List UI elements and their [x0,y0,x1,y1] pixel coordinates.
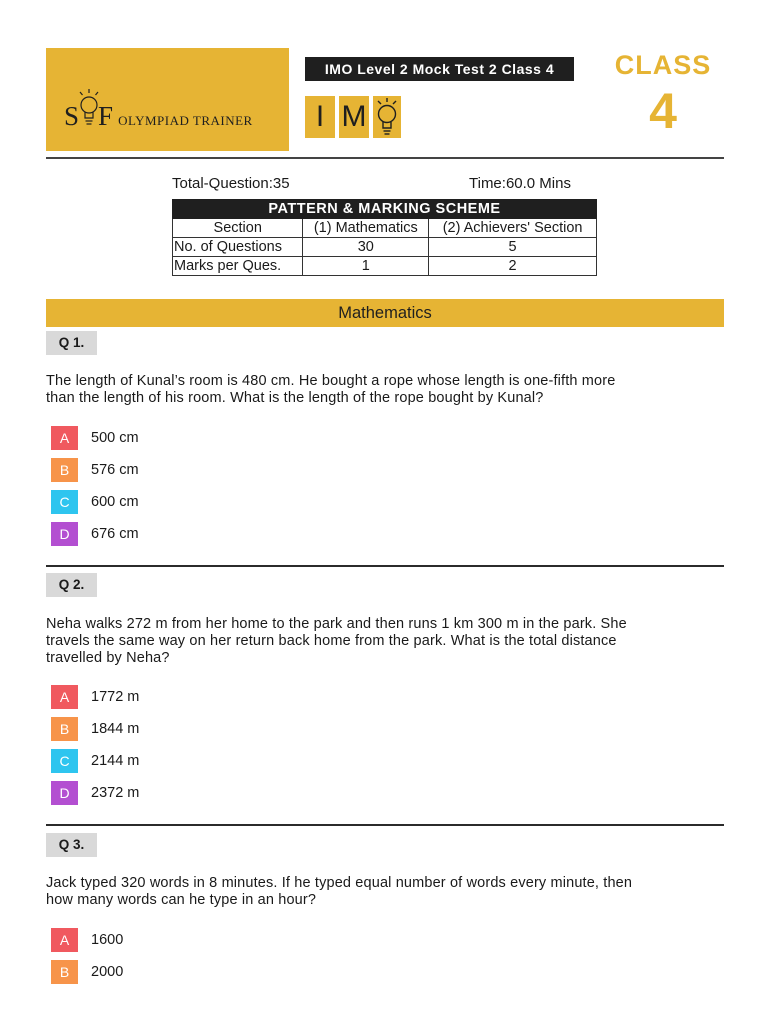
imo-logo-letter-i: I [305,96,335,138]
pattern-header-row [173,219,597,238]
option-a[interactable] [51,928,123,952]
option-text: 2000 [91,964,124,980]
option-d[interactable] [51,522,139,546]
table-cell: 5 [429,238,597,257]
option-a[interactable] [51,685,139,709]
option-b[interactable] [51,458,139,482]
total-questions: Total-Question:35 [172,175,290,192]
question-line: Neha walks 272 m from her home to the park and then runs 1 km 300 m in the park. She [46,616,627,632]
question-line: travels the same way on her return back home from the park. What is the total distance [46,633,617,649]
table-row [173,257,597,276]
lightbulb-icon [373,96,401,138]
class-label: CLASS [614,50,712,80]
question-line: The length of Kunal’s room is 480 cm. He bought a rope whose length is one-fifth more [46,373,616,389]
question-divider [46,824,724,826]
test-time: Time:60.0 Mins [469,175,571,192]
question-label: Q 3. [46,833,97,857]
question-text [46,616,726,667]
question-text [46,373,726,407]
option-letter: A [51,426,78,450]
option-letter: D [51,522,78,546]
sof-logo [64,98,253,132]
imo-logo [305,96,401,138]
table-cell: 1 [303,257,429,276]
section-heading: Mathematics [46,299,724,327]
pattern-header-cell: (2) Achievers' Section [429,219,597,238]
question-line: Jack typed 320 words in 8 minutes. If he typed equal number of words every minute, then [46,875,633,891]
option-b[interactable] [51,960,123,984]
option-text: 600 cm [91,494,139,510]
table-cell: Marks per Ques. [173,257,303,276]
pattern-header-cell: Section [173,219,303,238]
table-row [173,238,597,257]
class-number: 4 [649,83,677,139]
option-letter: D [51,781,78,805]
option-text: 676 cm [91,526,139,542]
option-text: 2144 m [91,753,140,769]
pattern-header-cell: (1) Mathematics [303,219,429,238]
option-d[interactable] [51,781,139,805]
option-text: 1844 m [91,721,140,737]
sof-banner [46,48,289,151]
sof-logo-f: F [98,101,115,131]
option-a[interactable] [51,426,139,450]
option-letter: B [51,458,78,482]
question-label: Q 2. [46,573,97,597]
option-letter: B [51,717,78,741]
question-line: than the length of his room. What is the length of the rope bought by Kunal? [46,390,544,406]
lightbulb-icon [80,98,98,125]
option-text: 500 cm [91,430,139,446]
option-c[interactable] [51,749,139,773]
pattern-title-row [173,200,597,219]
option-text: 1772 m [91,689,140,705]
question-label: Q 1. [46,331,97,355]
imo-logo-letter-m: M [339,96,369,138]
option-letter: A [51,928,78,952]
question-line: how many words can he type in an hour? [46,892,317,908]
question-divider [46,565,724,567]
option-letter: B [51,960,78,984]
option-text: 2372 m [91,785,140,801]
table-cell: 2 [429,257,597,276]
test-title: IMO Level 2 Mock Test 2 Class 4 [305,57,574,81]
table-cell: No. of Questions [173,238,303,257]
option-letter: C [51,490,78,514]
option-letter: A [51,685,78,709]
option-text: 576 cm [91,462,139,478]
question-text [46,875,726,909]
pattern-table [172,199,597,276]
pattern-title: PATTERN & MARKING SCHEME [173,200,597,219]
option-letter: C [51,749,78,773]
sof-logo-s: S [64,101,81,131]
option-c[interactable] [51,490,139,514]
header-divider [46,157,724,159]
question-line: travelled by Neha? [46,650,170,666]
option-b[interactable] [51,717,139,741]
option-text: 1600 [91,932,124,948]
sof-tagline: OLYMPIAD TRAINER [118,113,253,128]
table-cell: 30 [303,238,429,257]
